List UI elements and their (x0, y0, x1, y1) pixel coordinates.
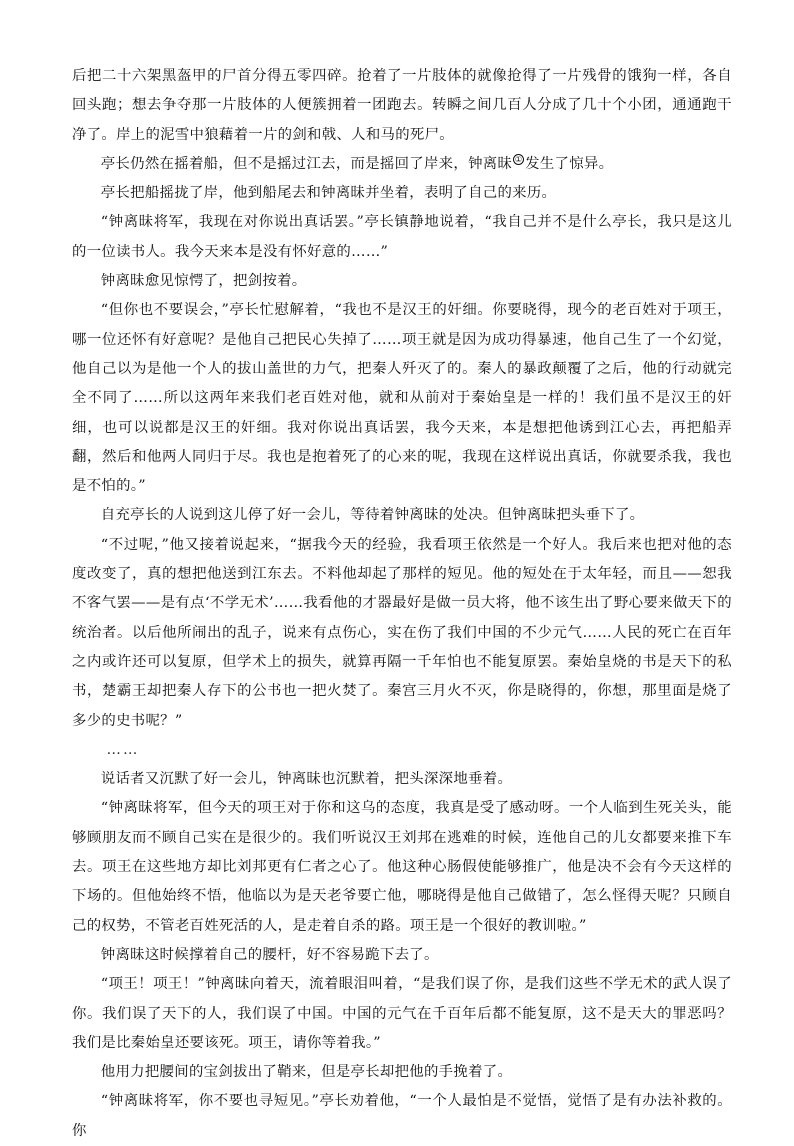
paragraph: “钟离昧将军，但今天的项王对于你和这乌的态度，我真是受了感动呀。一个人临到生死关头，能够顾朋友而不顾自己实在是很少的。我们听说汉王刘邦在逃难的时候，连他自己的儿女都要来推下车去。项王在这些地方却比刘邦更有仁者之心了。他这种心肠假使能够推广，他是决不会有今天这样的下场的。但他始终不悟，他临以为是天老爷要亡他，哪晓得是他自己做错了，怎么怪得天呢？只顾自己的权势，不管老百姓死活的人，是走着自杀的路。项王是一个很好的教训啦。” (72, 800, 732, 934)
paragraph: 后把二十六架黑盔甲的尸首分得五零四碎。抢着了一片肢体的就像抢得了一片残骨的饿狗一样，各自回头跑；想去争夺那一片肢体的人便簇拥着一团跑去。转瞬之间几百人分成了几十个小团，通通跑干净了。岸上的泥雪中狼藉着一片的剑和戟、人和马的死尸。 (72, 68, 732, 143)
footnote-marker: ① (514, 155, 523, 165)
paragraph: “不过呢，”他又接着说起来，“据我今天的经验，我看项王依然是一个好人。我后来也把对他的态度改变了，真的想把他送到江东去。不料他却起了那样的短见。他的短处在于太年轻，而且——恕我不客气罢——是有点‘不学无术’……我看他的才器最好是做一员大将，他不该生出了野心要来做天下的统治者。以后他所闹出的乱子，说来有点伤心，实在伤了我们中国的不少元气……人民的死亡在百年之内或许还可以复原，但学术上的损失，就算再隔一千年怕也不能复原罢。秦始皇烧的书是天下的私书，楚霸王却把秦人存下的公书也一把火焚了。秦宫三月火不灭，你是晓得的，你想，那里面是烧了多少的史书呢？” (72, 536, 732, 729)
paragraph: “但你也不要误会，”亭长忙慰解着，“我也不是汉王的奸细。你要晓得，现今的老百姓对于项王，哪一位还怀有好意呢？是他自己把民心失掉了……项王就是因为成功得暴速，他自己生了一个幻觉，他自己以为是他一个人的拔山盖世的力气，把秦人歼灭了的。秦人的暴政颠覆了之后，他的行动就完全不同了……所以这两年来我们老百姓对他，就和从前对于秦始皇是一样的！我们虽不是汉王的奸细，也可以说都是汉王的奸细。我对你说出真话罢，我今天来，本是想把他诱到江心去，再把船弄翻，然后和他两人同归于尽。我也是抱着死了的心来的呢，我现在这样说出真话，你就要杀我，我也是不怕的。” (72, 302, 732, 495)
paragraph: “钟离昧将军，你不要也寻短见。”亭长劝着他，“一个人最怕是不觉悟，觉悟了是有办法补救的。你 (72, 1093, 732, 1139)
paragraph: 他用力把腰间的宝剑拔出了鞘来，但是亭长却把他的手挽着了。 (100, 1064, 513, 1081)
paragraph-text: 亭长仍然在摇着船，但不是摇过江去，而是摇回了岸来，钟离昧 (100, 155, 513, 172)
paragraph (72, 150, 732, 179)
paragraph: 钟离昧这时候撑着自己的腰杆，好不容易跪下去了。 (100, 946, 439, 963)
paragraph: 说话者又沉默了好一会儿，钟离昧也沉默着，把头深深地垂着。 (100, 771, 513, 788)
paragraph: 钟离昧愈见惊愕了，把剑按着。 (100, 273, 307, 290)
paragraph-text: 发生了惊异。 (525, 155, 614, 172)
paragraph: “项王！项王！”钟离昧向着天，流着眼泪叫着，“是我们误了你，是我们这些不学无术的武人误了你。我们误了天下的人，我们误了中国。中国的元气在千百年后都不能复原，这不是天大的罪恶吗？我们是比秦始皇还要该死。项王，请你等着我。” (72, 976, 732, 1051)
paragraph: 亭长把船摇拢了岸，他到船尾去和钟离昧并坐着，表明了自己的来历。 (100, 185, 557, 202)
ellipsis-separator: …… (106, 741, 140, 758)
story-text (72, 62, 732, 1146)
paragraph: “钟离昧将军，我现在对你说出真话罢。”亭长镇静地说着，“我自己并不是什么亭长，我只是这儿的一位读书人。我今天来本是没有怀好意的……” (72, 214, 732, 260)
paragraph: 自充亭长的人说到这儿停了好一会儿，等待着钟离昧的处决。但钟离昧把头垂下了。 (100, 507, 645, 524)
